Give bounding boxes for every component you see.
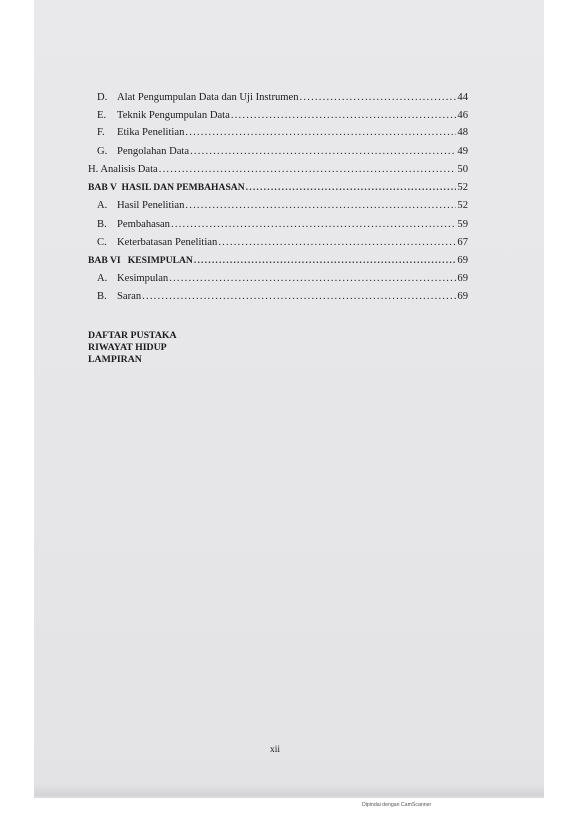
toc-entry-page: 49	[457, 146, 468, 157]
toc-entry	[97, 272, 468, 285]
toc-entry-label: Saran	[117, 291, 142, 302]
toc-entry-label: Etika Penelitian	[117, 127, 185, 138]
toc-entry	[97, 109, 468, 122]
toc-chapter-label: BAB V HASIL DAN PEMBAHASAN	[88, 182, 245, 193]
toc-chapter-label: BAB VI KESIMPULAN	[88, 255, 193, 266]
dot-leader	[185, 126, 456, 139]
toc-entry-page: 50	[457, 164, 468, 175]
toc-chapter	[88, 181, 468, 194]
dot-leader	[159, 163, 457, 176]
toc-entry-page: 69	[457, 291, 468, 302]
toc-entry-letter: A.	[97, 200, 108, 211]
toc-entry	[88, 163, 468, 176]
dot-leader	[171, 218, 456, 231]
toc-entry-label: Pengolahan Data	[117, 146, 190, 157]
toc-entry-letter: A.	[97, 273, 108, 284]
toc-entry-letter: C.	[97, 237, 107, 248]
toc-riwayat-hidup: RIWAYAT HIDUP	[88, 342, 167, 353]
toc-entry-label: H. Analisis Data	[88, 164, 158, 175]
toc-entry-page: 59	[457, 219, 468, 230]
toc-entry	[97, 290, 468, 303]
toc-entry-letter: F.	[97, 127, 105, 138]
toc-entry-page: 48	[457, 127, 468, 138]
toc-entry-letter: E.	[97, 110, 107, 121]
toc-entry-page: 44	[457, 92, 468, 103]
toc-entry	[97, 218, 468, 231]
dot-leader	[246, 181, 457, 194]
toc-entry-letter: B.	[97, 219, 107, 230]
dot-leader	[218, 236, 456, 249]
toc-entry	[97, 236, 468, 249]
toc-entry-label: Kesimpulan	[117, 273, 169, 284]
toc-entry-page: 52	[457, 182, 468, 193]
toc-chapter	[88, 254, 468, 267]
dot-leader	[300, 91, 457, 104]
dot-leader	[142, 290, 456, 303]
toc-entry-page: 46	[457, 110, 468, 121]
toc-entry-letter: B.	[97, 291, 107, 302]
toc-entry	[97, 199, 468, 212]
toc-entry-page: 69	[457, 255, 468, 266]
dot-leader	[231, 109, 457, 122]
toc-entry-page: 69	[457, 273, 468, 284]
toc-entry-letter: G.	[97, 146, 108, 157]
toc-entry-page: 52	[457, 200, 468, 211]
toc-entry-label: Keterbatasan Penelitian	[117, 237, 218, 248]
toc-daftar-pustaka: DAFTAR PUSTAKA	[88, 330, 177, 341]
toc-entry-label: Pembahasan	[117, 219, 170, 230]
page-number: xii	[270, 745, 281, 755]
toc-entry-label: Teknik Pengumpulan Data	[117, 110, 230, 121]
toc-entry-label: Alat Pengumpulan Data dan Uji Instrumen	[117, 92, 299, 103]
dot-leader	[169, 272, 456, 285]
scanner-watermark: Dipindai dengan CamScanner	[362, 802, 432, 808]
toc-entry	[97, 91, 468, 104]
toc-entry-letter: D.	[97, 92, 108, 103]
dot-leader	[190, 145, 456, 158]
dot-leader	[185, 199, 456, 212]
toc-entry	[97, 126, 468, 139]
toc-lampiran: LAMPIRAN	[88, 354, 142, 365]
toc-entry-page: 67	[457, 237, 468, 248]
dot-leader	[194, 254, 457, 267]
toc-entry-label: Hasil Penelitian	[117, 200, 185, 211]
toc-entry	[97, 145, 468, 158]
